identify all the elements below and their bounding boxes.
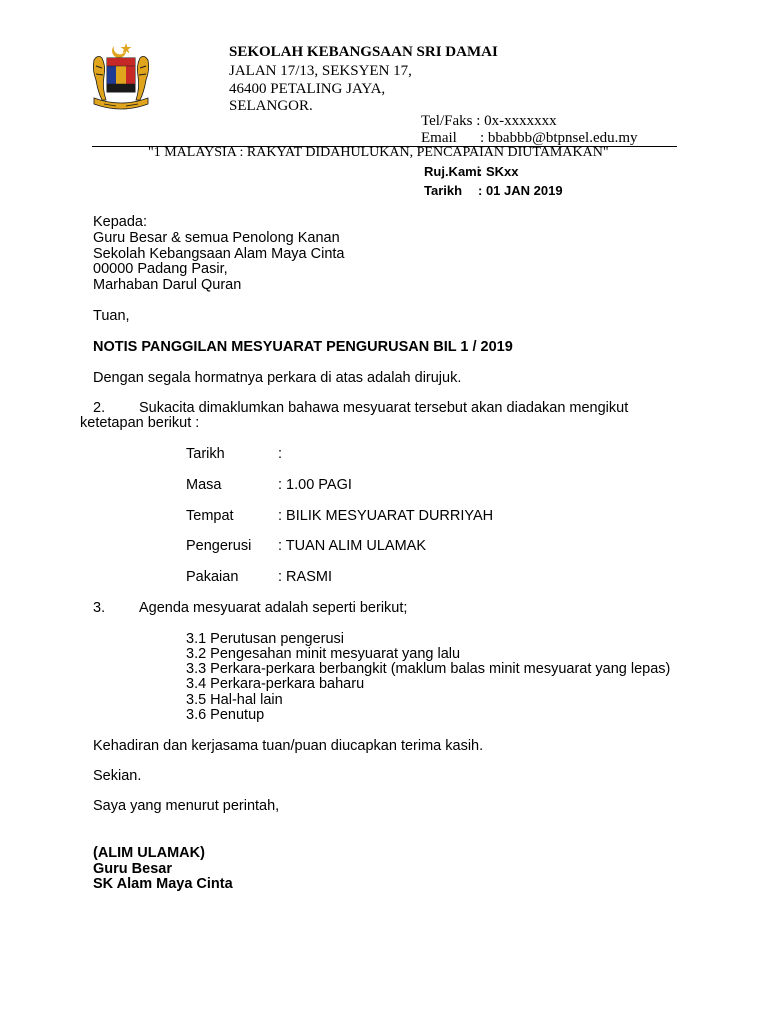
detail-tempat-value: : BILIK MESYUARAT DURRIYAH [278, 508, 494, 524]
closing-sekian: Sekian. [93, 768, 142, 784]
recipient-line-4: Marhaban Darul Quran [93, 277, 242, 293]
signatory-school: SK Alam Maya Cinta [93, 876, 233, 892]
agenda-item: 3.2 Pengesahan minit mesyuarat yang lalu [186, 646, 461, 662]
tel-fax: Tel/Faks : 0x-xxxxxxx [421, 113, 557, 129]
agenda-item: 3.1 Perutusan pengerusi [186, 631, 344, 647]
paragraph-2-number: 2. [93, 400, 106, 416]
detail-pakaian-value: : RASMI [278, 569, 332, 585]
detail-pengerusi-value: : TUAN ALIM ULAMAK [278, 538, 426, 554]
paragraph-1: Dengan segala hormatnya perkara di atas adalah dirujuk. [93, 370, 462, 386]
salutation: Tuan, [93, 308, 130, 324]
paragraph-2-line-1: Sukacita dimaklumkan bahawa mesyuarat tersebut akan diadakan mengikut [139, 400, 629, 416]
kepada: Kepada: [93, 214, 148, 230]
tarikh-label: Tarikh [424, 183, 463, 198]
agenda-item: 3.3 Perkara-perkara berbangkit (maklum balas minit mesyuarat yang lepas) [186, 661, 671, 677]
detail-tarikh-label: Tarikh [186, 446, 225, 462]
address-line-3: SELANGOR. [229, 98, 313, 114]
ruj-kami-value: : SKxx [478, 164, 519, 179]
email-value: : bbabbb@btpnsel.edu.my [480, 130, 638, 146]
detail-masa-value: : 1.00 PAGI [278, 477, 352, 493]
paragraph-3-number: 3. [93, 600, 106, 616]
agenda-item: 3.6 Penutup [186, 707, 265, 723]
recipient-line-1: Guru Besar & semua Penolong Kanan [93, 230, 340, 246]
agenda-item: 3.4 Perkara-perkara baharu [186, 676, 365, 692]
detail-tarikh-value: : [278, 446, 283, 462]
closing-perintah: Saya yang menurut perintah, [93, 798, 280, 814]
signatory-title: Guru Besar [93, 861, 172, 877]
paragraph-3-text: Agenda mesyuarat adalah seperti berikut; [139, 600, 408, 616]
agenda-item: 3.5 Hal-hal lain [186, 692, 283, 708]
school-name: SEKOLAH KEBANGSAAN SRI DAMAI [229, 44, 498, 60]
detail-masa-label: Masa [186, 477, 222, 493]
paragraph-2-line-2: ketetapan berikut : [80, 415, 200, 431]
detail-pakaian-label: Pakaian [186, 569, 239, 585]
detail-tempat-label: Tempat [186, 508, 234, 524]
ruj-kami-label: Ruj.Kami [424, 164, 481, 179]
signatory-name: (ALIM ULAMAK) [93, 845, 205, 861]
subject: NOTIS PANGGILAN MESYUARAT PENGURUSAN BIL 1 / 2019 [93, 339, 513, 355]
address-line-2: 46400 PETALING JAYA, [229, 81, 386, 97]
closing-thanks: Kehadiran dan kerjasama tuan/puan diucapkan terima kasih. [93, 738, 484, 754]
tarikh-value: : 01 JAN 2019 [478, 183, 563, 198]
coat-of-arms-icon [90, 40, 152, 112]
recipient-line-3: 00000 Padang Pasir, [93, 261, 228, 277]
motto: "1 MALAYSIA : RAKYAT DIDAHULUKAN, PENCAPAIAN DIUTAMAKAN" [148, 145, 609, 160]
address-line-1: JALAN 17/13, SEKSYEN 17, [229, 63, 412, 79]
detail-pengerusi-label: Pengerusi [186, 538, 252, 554]
email-label: Email [421, 130, 457, 146]
recipient-line-2: Sekolah Kebangsaan Alam Maya Cinta [93, 246, 345, 262]
